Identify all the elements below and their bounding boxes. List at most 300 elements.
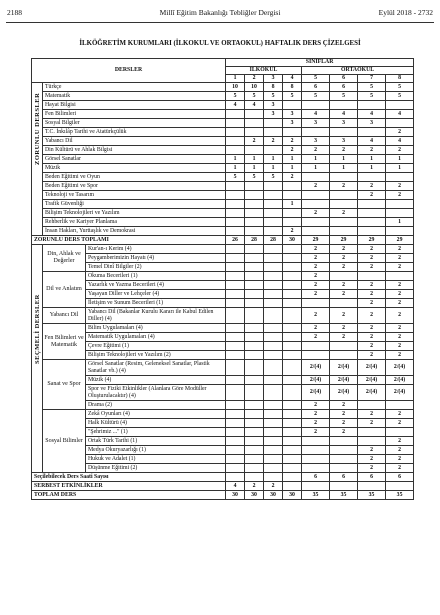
value-cell (330, 200, 358, 209)
value-cell: 2 (330, 254, 358, 263)
value-cell: 1 (302, 155, 330, 164)
subgroup-sosyal-bilimler: Sosyal Bilimler (43, 410, 86, 473)
value-cell (245, 333, 264, 342)
value-cell (226, 227, 245, 236)
value-cell: 1 (283, 200, 302, 209)
value-cell: 2 (386, 146, 414, 155)
elective-name-cevre-egitimi-1: Çevre Eğitimi (1) (86, 342, 226, 351)
value-cell (330, 437, 358, 446)
value-cell: 2/(4) (358, 376, 386, 385)
value-cell: 2 (358, 263, 386, 272)
value-cell (358, 128, 386, 137)
value-cell: 3 (302, 137, 330, 146)
value-cell (302, 455, 330, 464)
value-cell (302, 200, 330, 209)
elective-name-sehrimiz-1: "Şehrimiz ..." (1) (86, 428, 226, 437)
value-cell (245, 299, 264, 308)
value-cell: 2 (358, 342, 386, 351)
value-cell (358, 218, 386, 227)
subgroup-dil-ve-anlat-m: Dil ve Anlatım (43, 272, 86, 308)
value-cell: 2 (358, 333, 386, 342)
value-cell (283, 272, 302, 281)
elective-name-okuma-becerileri-1: Okuma Becerileri (1) (86, 272, 226, 281)
value-cell (283, 482, 302, 491)
value-cell (245, 146, 264, 155)
value-cell (226, 146, 245, 155)
grade-header: 6 (330, 75, 358, 83)
value-cell (283, 455, 302, 464)
issue-date: Eylül 2018 - 2732 (378, 8, 433, 17)
value-cell: 1 (330, 155, 358, 164)
value-cell (283, 245, 302, 254)
value-cell (283, 446, 302, 455)
value-cell (386, 428, 414, 437)
value-cell (226, 446, 245, 455)
value-cell (245, 428, 264, 437)
value-cell: 3 (330, 137, 358, 146)
value-cell: 2 (330, 182, 358, 191)
value-cell (283, 410, 302, 419)
value-cell (358, 209, 386, 218)
value-cell: 4 (386, 110, 414, 119)
elective-name-halk-kulturu-4: Halk Kültürü (4) (86, 419, 226, 428)
course-name-fen-bilimleri: Fen Bilimleri (43, 110, 226, 119)
value-cell (264, 245, 283, 254)
value-cell (264, 419, 283, 428)
value-cell: 2 (330, 209, 358, 218)
value-cell: 2 (302, 324, 330, 333)
value-cell (330, 482, 358, 491)
value-cell (226, 290, 245, 299)
value-cell: 2 (302, 209, 330, 218)
value-cell (283, 218, 302, 227)
value-cell (283, 385, 302, 401)
value-cell: 2 (302, 290, 330, 299)
value-cell (226, 455, 245, 464)
value-cell (245, 385, 264, 401)
value-cell (330, 351, 358, 360)
value-cell: 1 (386, 164, 414, 173)
value-cell: 10 (245, 83, 264, 92)
value-cell: 2 (302, 254, 330, 263)
value-cell (283, 290, 302, 299)
value-cell (226, 128, 245, 137)
zorunlu-total-label: ZORUNLU DERS TOPLAMI (32, 236, 226, 245)
value-cell (283, 128, 302, 137)
value-cell (226, 351, 245, 360)
value-cell (264, 455, 283, 464)
value-cell: 6 (330, 473, 358, 482)
value-cell (264, 119, 283, 128)
value-cell (264, 299, 283, 308)
value-cell (302, 128, 330, 137)
elective-name-yazarl-k-ve-yazma-becerileri-4: Yazarlık ve Yazma Becerileri (4) (86, 281, 226, 290)
value-cell: 5 (283, 92, 302, 101)
value-cell: 1 (386, 155, 414, 164)
value-cell: 2 (283, 146, 302, 155)
value-cell: 2 (264, 137, 283, 146)
value-cell (386, 272, 414, 281)
value-cell (283, 437, 302, 446)
course-name-teknoloji-ve-tasar-m: Teknoloji ve Tasarım (43, 191, 226, 200)
value-cell: 5 (264, 92, 283, 101)
ortaokul-header: ORTAOKUL (302, 67, 414, 75)
value-cell (386, 101, 414, 110)
elective-name-muzik-4: Müzik (4) (86, 376, 226, 385)
course-name-bilisim-teknolojileri-ve-yaz-l-m: Bilişim Teknolojileri ve Yazılım (43, 209, 226, 218)
value-cell (264, 324, 283, 333)
value-cell (264, 376, 283, 385)
value-cell: 4 (226, 101, 245, 110)
value-cell: 4 (358, 110, 386, 119)
value-cell (330, 464, 358, 473)
value-cell: 3 (358, 119, 386, 128)
value-cell: 2 (386, 245, 414, 254)
course-name-yabanc-dil: Yabancı Dil (43, 137, 226, 146)
value-cell (302, 218, 330, 227)
value-cell (283, 191, 302, 200)
value-cell: 4 (358, 137, 386, 146)
subgroup-fen-bilimleri-ve-matematik: Fen Bilimleri ve Matematik (43, 324, 86, 360)
value-cell (358, 428, 386, 437)
value-cell: 2/(4) (386, 385, 414, 401)
header-rule (6, 22, 434, 23)
course-name-beden-egitimi-ve-oyun: Beden Eğitimi ve Oyun (43, 173, 226, 182)
value-cell (226, 333, 245, 342)
value-cell (245, 290, 264, 299)
value-cell: 2/(4) (358, 385, 386, 401)
publication-name: Millî Eğitim Bakanlığı Tebliğler Dergisi (159, 8, 281, 17)
value-cell: 2 (283, 227, 302, 236)
document-title: İLKÖĞRETİM KURUMLARI (İLKOKUL VE ORTAOKUL) HAFTALIK DERS ÇİZELGESİ (79, 40, 361, 47)
value-cell: 2 (358, 254, 386, 263)
value-cell (226, 308, 245, 324)
value-cell (283, 299, 302, 308)
value-cell (226, 110, 245, 119)
value-cell: 3 (264, 101, 283, 110)
value-cell (245, 446, 264, 455)
value-cell (264, 191, 283, 200)
value-cell: 2 (302, 245, 330, 254)
value-cell (245, 419, 264, 428)
elective-name-medya-okuryazarl-g-1: Medya Okuryazarlığı (1) (86, 446, 226, 455)
value-cell: 2 (358, 308, 386, 324)
value-cell: 2 (264, 482, 283, 491)
value-cell (245, 128, 264, 137)
value-cell: 1 (386, 218, 414, 227)
value-cell: 2 (358, 182, 386, 191)
value-cell: 2 (386, 419, 414, 428)
subgroup-yabanc-dil: Yabancı Dil (43, 308, 86, 324)
value-cell: 5 (264, 173, 283, 182)
value-cell: 2 (302, 308, 330, 324)
value-cell: 2 (386, 437, 414, 446)
elective-name-yabanc-dil-bakanlar-kurulu-karar-ile-kab: Yabancı Dil (Bakanlar Kurulu Kararı ile Kabul Edilen Diller) (4) (86, 308, 226, 324)
value-cell (283, 333, 302, 342)
value-cell: 2 (330, 290, 358, 299)
course-name-gorsel-sanatlar: Görsel Sanatlar (43, 155, 226, 164)
value-cell (226, 437, 245, 446)
value-cell (226, 209, 245, 218)
value-cell: 2 (386, 191, 414, 200)
value-cell: 2 (386, 182, 414, 191)
value-cell: 2 (386, 281, 414, 290)
value-cell (330, 272, 358, 281)
value-cell (302, 482, 330, 491)
value-cell (283, 209, 302, 218)
value-cell: 2/(4) (302, 385, 330, 401)
value-cell: 5 (245, 92, 264, 101)
value-cell: 2 (386, 351, 414, 360)
value-cell (386, 200, 414, 209)
value-cell (245, 110, 264, 119)
value-cell: 2 (330, 419, 358, 428)
value-cell: 2 (386, 455, 414, 464)
value-cell: 2 (358, 446, 386, 455)
value-cell: 2/(4) (330, 360, 358, 376)
value-cell (330, 218, 358, 227)
value-cell: 5 (302, 92, 330, 101)
value-cell (302, 299, 330, 308)
value-cell (264, 254, 283, 263)
value-cell: 2/(4) (330, 376, 358, 385)
value-cell: 3 (264, 110, 283, 119)
grade-header: 3 (264, 75, 283, 83)
value-cell: 1 (358, 155, 386, 164)
value-cell (264, 290, 283, 299)
value-cell (226, 324, 245, 333)
value-cell: 2 (386, 342, 414, 351)
course-name-turkce: Türkçe (43, 83, 226, 92)
value-cell (245, 263, 264, 272)
elective-name-bilim-uygulamalar-4: Bilim Uygulamaları (4) (86, 324, 226, 333)
value-cell (302, 351, 330, 360)
value-cell: 3 (330, 119, 358, 128)
value-cell: 2 (358, 299, 386, 308)
dersler-header: DERSLER (32, 59, 226, 83)
value-cell: 2 (358, 245, 386, 254)
value-cell (245, 182, 264, 191)
value-cell: 29 (358, 236, 386, 245)
value-cell: 2 (386, 446, 414, 455)
value-cell (264, 351, 283, 360)
value-cell (264, 428, 283, 437)
value-cell (245, 218, 264, 227)
value-cell: 2 (330, 410, 358, 419)
value-cell: 2 (283, 137, 302, 146)
value-cell: 1 (245, 155, 264, 164)
ilkokul-header: İLKOKUL (226, 67, 302, 75)
value-cell: 2/(4) (386, 376, 414, 385)
value-cell: 3 (283, 110, 302, 119)
value-cell: 4 (386, 137, 414, 146)
value-cell: 2 (358, 419, 386, 428)
value-cell (226, 119, 245, 128)
value-cell (245, 209, 264, 218)
subgroup-sanat-ve-spor: Sanat ve Spor (43, 360, 86, 410)
value-cell: 2/(4) (302, 360, 330, 376)
value-cell (283, 464, 302, 473)
value-cell: 8 (264, 83, 283, 92)
value-cell (283, 281, 302, 290)
elective-name-dusunme-egitimi-2: Düşünme Eğitimi (2) (86, 464, 226, 473)
page-number: 2188 (7, 8, 22, 17)
value-cell: 2/(4) (386, 360, 414, 376)
value-cell (302, 191, 330, 200)
course-name-trafik-guvenligi: Trafik Güvenliği (43, 200, 226, 209)
course-name-beden-egitimi-ve-spor: Beden Eğitimi ve Spor (43, 182, 226, 191)
value-cell: 3 (302, 119, 330, 128)
value-cell: 4 (302, 110, 330, 119)
elective-name-drama-2: Drama (2) (86, 401, 226, 410)
course-name-din-kulturu-ve-ahlak-bilgisi: Din Kültürü ve Ahlak Bilgisi (43, 146, 226, 155)
value-cell (358, 272, 386, 281)
secmeli-label-text: SEÇMELİ DERSLER (34, 294, 41, 364)
value-cell: 2 (302, 263, 330, 272)
value-cell (386, 227, 414, 236)
value-cell (245, 191, 264, 200)
value-cell: 2/(4) (358, 360, 386, 376)
value-cell: 1 (302, 164, 330, 173)
course-name-insan-haklar-yurttasl-k-ve-demokrasi: İnsan Hakları, Yurttaşlık ve Demokrasi (43, 227, 226, 236)
value-cell (302, 101, 330, 110)
value-cell: 2 (302, 182, 330, 191)
value-cell (245, 464, 264, 473)
value-cell (226, 299, 245, 308)
value-cell (330, 191, 358, 200)
value-cell: 2 (245, 482, 264, 491)
value-cell (302, 173, 330, 182)
value-cell: 2 (358, 324, 386, 333)
value-cell: 2 (330, 333, 358, 342)
course-name-t-c-ink-lap-tarihi-ve-ataturkculuk: T.C. İnkılâp Tarihi ve Atatürkçülük (43, 128, 226, 137)
value-cell (386, 482, 414, 491)
value-cell (264, 182, 283, 191)
value-cell: 6 (302, 83, 330, 92)
value-cell (245, 455, 264, 464)
course-name-rehberlik-ve-kariyer-planlama: Rehberlik ve Kariyer Planlama (43, 218, 226, 227)
value-cell (226, 137, 245, 146)
elective-name-zeka-oyunlar-4: Zekâ Oyunları (4) (86, 410, 226, 419)
value-cell (283, 428, 302, 437)
value-cell (226, 376, 245, 385)
zorunlu-group-label (32, 83, 43, 236)
course-name-hayat-bilgisi: Hayat Bilgisi (43, 101, 226, 110)
value-cell (226, 254, 245, 263)
elective-name-hukuk-ve-adalet-1: Hukuk ve Adalet (1) (86, 455, 226, 464)
value-cell: 2 (302, 410, 330, 419)
value-cell: 29 (302, 236, 330, 245)
value-cell: 1 (283, 155, 302, 164)
value-cell: 3 (283, 119, 302, 128)
course-name-muzik: Müzik (43, 164, 226, 173)
value-cell: 2 (358, 281, 386, 290)
value-cell: 2 (302, 333, 330, 342)
value-cell (264, 410, 283, 419)
value-cell (264, 272, 283, 281)
value-cell (226, 428, 245, 437)
schedule-table (31, 58, 414, 500)
value-cell: 2 (386, 333, 414, 342)
value-cell: 2 (330, 263, 358, 272)
value-cell: 5 (330, 92, 358, 101)
value-cell: 28 (264, 236, 283, 245)
value-cell: 2 (386, 263, 414, 272)
value-cell: 2 (302, 428, 330, 437)
grade-header: 8 (386, 75, 414, 83)
course-name-matematik: Matematik (43, 92, 226, 101)
value-cell: 2 (358, 455, 386, 464)
value-cell (226, 360, 245, 376)
elective-name-bilisim-teknolojileri-ve-yaz-l-m-2: Bilişim Teknolojileri ve Yazılım (2) (86, 351, 226, 360)
value-cell: 8 (283, 83, 302, 92)
value-cell: 2 (386, 410, 414, 419)
value-cell (358, 173, 386, 182)
value-cell (226, 281, 245, 290)
value-cell: 2 (358, 290, 386, 299)
value-cell (226, 419, 245, 428)
value-cell (226, 385, 245, 401)
secilebilecek-label: Seçilebilecek Ders Saati Sayısı (32, 473, 226, 482)
siniflar-header: SINIFLAR (226, 59, 414, 67)
value-cell (226, 182, 245, 191)
value-cell: 2 (302, 419, 330, 428)
value-cell (264, 146, 283, 155)
value-cell (386, 173, 414, 182)
value-cell (264, 209, 283, 218)
value-cell (264, 437, 283, 446)
value-cell: 5 (358, 92, 386, 101)
elective-name-spor-ve-fiziki-etkinlikler-alanlara-gore: Spor ve Fiziki Etkinlikler (Alanlara Göre Modüller Oluşturulacaktır) (4) (86, 385, 226, 401)
value-cell (245, 410, 264, 419)
value-cell (245, 473, 264, 482)
value-cell (358, 482, 386, 491)
value-cell: 2 (358, 464, 386, 473)
value-cell: 30 (283, 491, 302, 500)
value-cell: 2 (330, 401, 358, 410)
value-cell: 2 (386, 324, 414, 333)
value-cell (226, 218, 245, 227)
value-cell: 2 (302, 272, 330, 281)
value-cell (245, 360, 264, 376)
value-cell (330, 227, 358, 236)
value-cell (386, 119, 414, 128)
value-cell: 30 (226, 491, 245, 500)
value-cell: 1 (330, 164, 358, 173)
value-cell (283, 263, 302, 272)
value-cell (283, 376, 302, 385)
value-cell: 35 (330, 491, 358, 500)
value-cell (330, 128, 358, 137)
value-cell (386, 401, 414, 410)
value-cell (245, 245, 264, 254)
value-cell (283, 401, 302, 410)
value-cell (245, 227, 264, 236)
value-cell: 30 (283, 236, 302, 245)
value-cell (283, 419, 302, 428)
value-cell (226, 272, 245, 281)
value-cell (386, 209, 414, 218)
value-cell: 2 (386, 128, 414, 137)
serbest-label: SERBEST ETKİNLİKLER (32, 482, 226, 491)
value-cell (226, 410, 245, 419)
value-cell: 2 (330, 324, 358, 333)
value-cell: 2 (302, 146, 330, 155)
value-cell (245, 308, 264, 324)
value-cell (283, 473, 302, 482)
value-cell (226, 191, 245, 200)
elective-name-kur-an-kerim-4: Kur'an-ı Kerim (4) (86, 245, 226, 254)
